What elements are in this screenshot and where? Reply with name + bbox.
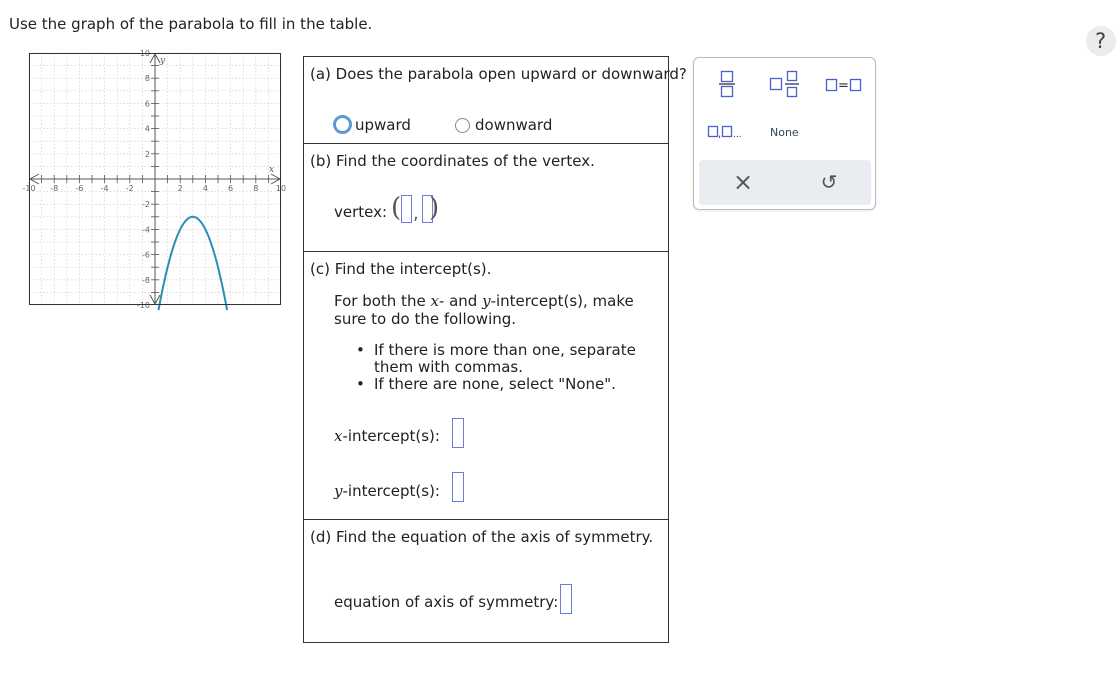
vertex-x-input[interactable] [401, 195, 412, 223]
x-tick-label: -10 [22, 184, 36, 193]
undo-icon: ↺ [820, 170, 838, 194]
equals-icon [825, 77, 863, 93]
equals-sign: = [838, 78, 849, 94]
y-tick-label: 6 [144, 99, 150, 109]
vertex-left-paren: ( [391, 193, 402, 223]
x-intercept-input[interactable] [452, 418, 464, 448]
y-tick-label: -2 [142, 200, 150, 210]
clear-button[interactable] [723, 164, 763, 200]
math-keypad [693, 57, 876, 210]
mixed-number-icon [769, 70, 799, 98]
list-icon [707, 125, 747, 139]
question-c-row [304, 251, 668, 519]
keypad-actions [699, 160, 871, 205]
instructions: Use the graph of the parabola to fill in the table. [9, 15, 373, 33]
y-intercept-input[interactable] [452, 472, 464, 502]
question-d-prompt: (d) Find the equation of the axis of symmetry. [310, 528, 654, 546]
y-tick-label: 8 [144, 74, 150, 84]
intercept-instructions: For both the x- and y-intercept(s), make sure to do the following. [334, 292, 634, 328]
y-tick-label: -10 [136, 301, 150, 310]
x-tick-label: -6 [75, 184, 84, 193]
y-tick-label: 2 [144, 149, 150, 159]
radio-upward[interactable] [333, 115, 411, 134]
vertex-label: vertex: [334, 203, 388, 221]
parabola-graph [22, 49, 287, 310]
question-d-row [304, 519, 668, 642]
help-icon[interactable]: ? [1086, 26, 1116, 56]
fraction-icon [718, 70, 736, 98]
radio-upward-label: upward [355, 115, 411, 134]
question-c-prompt: (c) Find the intercept(s). [310, 260, 492, 278]
radio-downward-circle[interactable] [455, 118, 470, 133]
list-ellipsis: ... [733, 130, 742, 140]
y-intercept-label: y-intercept(s): [334, 482, 440, 500]
undo-button[interactable] [809, 164, 849, 200]
axis-symmetry-label: equation of axis of symmetry: [334, 593, 559, 611]
question-a-prompt: (a) Does the parabola open upward or downward? [310, 65, 687, 83]
y-tick-label: -8 [142, 275, 150, 285]
radio-downward-label: downward [475, 116, 553, 134]
question-b-prompt: (b) Find the coordinates of the vertex. [310, 152, 595, 170]
y-tick-label: 4 [144, 124, 150, 134]
bullet-none: • If there are none, select "None". [356, 376, 668, 393]
x-tick-label: 6 [228, 184, 234, 193]
y-tick-label: 10 [139, 49, 150, 58]
vertex-right-paren: ) [429, 193, 440, 223]
equals-button[interactable] [825, 77, 863, 93]
x-intercept-label: x-intercept(s): [334, 427, 440, 445]
axis-symmetry-input[interactable] [560, 584, 572, 614]
list-button[interactable] [707, 125, 747, 139]
intercept-bullets [356, 342, 668, 393]
y-tick-label: -6 [142, 250, 150, 260]
mixed-number-button[interactable] [769, 70, 799, 98]
radio-upward-circle[interactable] [333, 115, 352, 134]
x-tick-label: 4 [202, 184, 208, 193]
vertex-comma: , [413, 203, 419, 224]
question-b-row [304, 143, 668, 251]
question-a-row [304, 57, 687, 143]
x-axis-name: x [269, 165, 275, 175]
x-tick-label: -8 [50, 184, 59, 193]
radio-downward[interactable] [455, 116, 552, 134]
fraction-button[interactable] [718, 70, 736, 98]
x-tick-label: -4 [100, 184, 109, 193]
x-tick-label: 2 [177, 184, 183, 193]
x-tick-label: -2 [125, 184, 134, 193]
x-tick-label: 10 [275, 184, 287, 193]
list-comma: , [718, 129, 722, 140]
close-icon: × [732, 168, 754, 196]
x-tick-label: 8 [253, 184, 259, 193]
y-tick-label: -4 [142, 225, 150, 235]
question-table [303, 56, 687, 643]
bullet-multiple: • If there is more than one, separate them with commas. [356, 342, 668, 376]
none-button[interactable]: None [770, 126, 799, 139]
y-axis-name: y [160, 56, 166, 66]
